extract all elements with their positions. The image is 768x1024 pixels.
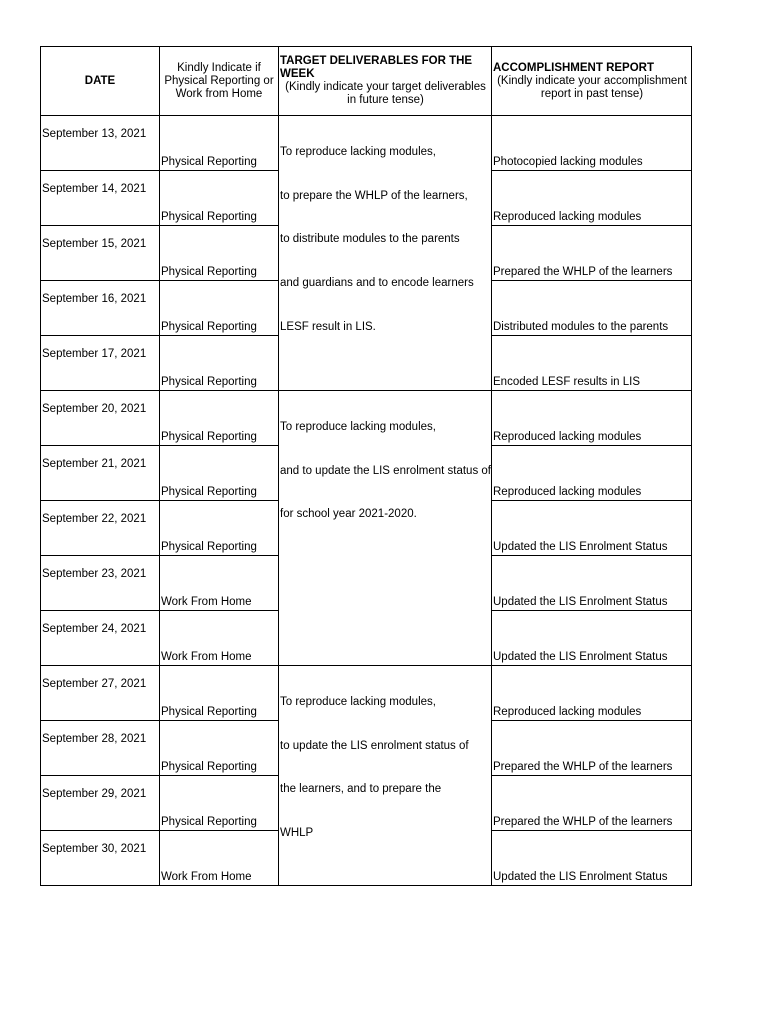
target-line: the learners, and to prepare the: [280, 783, 442, 796]
accomplishment-cell: Prepared the WHLP of the learners: [492, 721, 692, 776]
header-target: [279, 47, 492, 116]
accomplishment-cell: Reproduced lacking modules: [492, 391, 692, 446]
mode-cell: Physical Reporting: [160, 171, 279, 226]
mode-cell: Physical Reporting: [160, 721, 279, 776]
date-cell: September 30, 2021: [41, 831, 160, 886]
mode-cell: Physical Reporting: [160, 446, 279, 501]
mode-cell: Physical Reporting: [160, 226, 279, 281]
target-line: and to update the LIS enrolment status of: [280, 464, 491, 477]
accomplishment-cell: Updated the LIS Enrolment Status: [492, 831, 692, 886]
target-cell-week-1: [279, 116, 492, 391]
target-line: WHLP: [280, 827, 314, 840]
accomplishment-cell: Reproduced lacking modules: [492, 446, 692, 501]
date-cell: September 27, 2021: [41, 666, 160, 721]
table-row: [41, 391, 692, 446]
accomplishment-cell: Prepared the WHLP of the learners: [492, 776, 692, 831]
accomplishment-table: [40, 46, 692, 886]
date-cell: September 24, 2021: [41, 611, 160, 666]
header-mode: Kindly Indicate if Physical Reporting or Work from Home: [160, 47, 279, 116]
accomplishment-cell: Updated the LIS Enrolment Status: [492, 556, 692, 611]
mode-cell: Physical Reporting: [160, 116, 279, 171]
header-target-subtitle: (Kindly indicate your target deliverables in future tense): [285, 81, 486, 106]
date-cell: September 21, 2021: [41, 446, 160, 501]
target-line: for school year 2021-2020.: [280, 508, 417, 521]
header-accomplishment: [492, 47, 692, 116]
accomplishment-cell: Distributed modules to the parents: [492, 281, 692, 336]
target-line: to distribute modules to the parents: [280, 233, 460, 246]
target-line: to prepare the WHLP of the learners,: [280, 189, 468, 202]
accomplishment-cell: Updated the LIS Enrolment Status: [492, 611, 692, 666]
accomplishment-cell: Encoded LESF results in LIS: [492, 336, 692, 391]
header-row: [41, 47, 692, 116]
accomplishment-cell: Reproduced lacking modules: [492, 171, 692, 226]
date-cell: September 16, 2021: [41, 281, 160, 336]
date-cell: September 15, 2021: [41, 226, 160, 281]
header-accomplishment-subtitle: (Kindly indicate your accomplishment report in past tense): [497, 74, 687, 100]
header-date: DATE: [41, 47, 160, 116]
mode-cell: Physical Reporting: [160, 666, 279, 721]
date-cell: September 20, 2021: [41, 391, 160, 446]
mode-cell: Physical Reporting: [160, 336, 279, 391]
table-body: [41, 116, 692, 886]
target-line: To reproduce lacking modules,: [280, 695, 436, 708]
target-cell-week-2: [279, 391, 492, 666]
table-row: [41, 666, 692, 721]
accomplishment-cell: Photocopied lacking modules: [492, 116, 692, 171]
target-line: To reproduce lacking modules,: [280, 420, 436, 433]
table-row: [41, 116, 692, 171]
target-cell-week-3: [279, 666, 492, 886]
date-cell: September 14, 2021: [41, 171, 160, 226]
mode-cell: Physical Reporting: [160, 776, 279, 831]
header-accomplishment-title: ACCOMPLISHMENT REPORT: [493, 61, 654, 74]
weekly-report-sheet: [40, 46, 691, 883]
mode-cell: Physical Reporting: [160, 281, 279, 336]
target-line: and guardians and to encode learners: [280, 277, 474, 290]
mode-cell: Physical Reporting: [160, 501, 279, 556]
date-cell: September 22, 2021: [41, 501, 160, 556]
date-cell: September 17, 2021: [41, 336, 160, 391]
accomplishment-cell: Reproduced lacking modules: [492, 666, 692, 721]
accomplishment-cell: Prepared the WHLP of the learners: [492, 226, 692, 281]
mode-cell: Work From Home: [160, 556, 279, 611]
target-line: LESF result in LIS.: [280, 320, 376, 333]
mode-cell: Physical Reporting: [160, 391, 279, 446]
header-target-title: TARGET DELIVERABLES FOR THE WEEK: [280, 55, 473, 80]
date-cell: September 28, 2021: [41, 721, 160, 776]
date-cell: September 13, 2021: [41, 116, 160, 171]
accomplishment-cell: Updated the LIS Enrolment Status: [492, 501, 692, 556]
target-line: to update the LIS enrolment status of: [280, 739, 469, 752]
date-cell: September 23, 2021: [41, 556, 160, 611]
mode-cell: Work From Home: [160, 611, 279, 666]
target-line: To reproduce lacking modules,: [280, 145, 436, 158]
date-cell: September 29, 2021: [41, 776, 160, 831]
mode-cell: Work From Home: [160, 831, 279, 886]
